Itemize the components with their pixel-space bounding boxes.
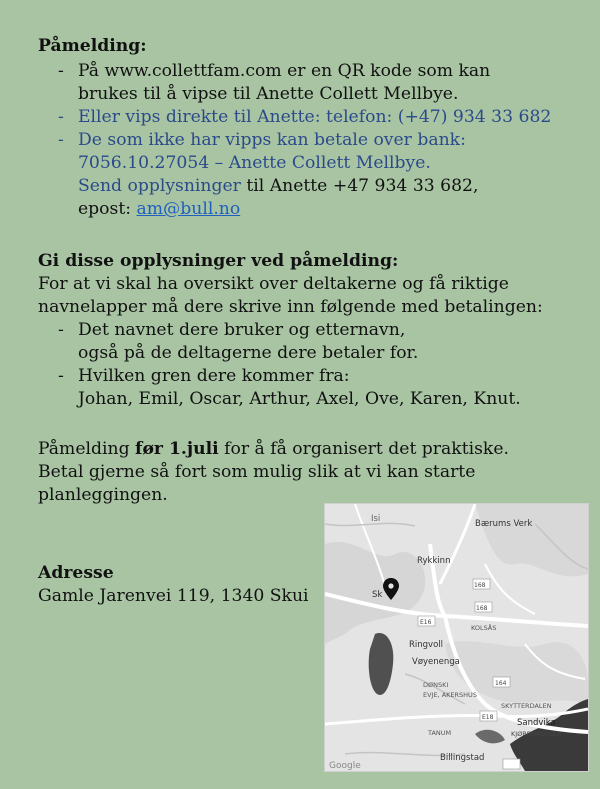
map-label-sandvika: Sandvika <box>517 718 556 728</box>
road-e16: E16 <box>420 619 432 626</box>
deadline-suffix: for å få organisert det praktiske. <box>218 439 509 459</box>
address-heading: Adresse <box>38 563 114 583</box>
deadline-line-2: Betal gjerne så fort som mulig slik at vi kan starte <box>38 462 476 482</box>
road-e18: E18 <box>482 714 494 721</box>
map-label-ringvoll: Ringvoll <box>409 640 444 650</box>
google-logo: Google <box>329 761 361 771</box>
map-label-kolsas: KOLSÅS <box>471 624 497 632</box>
registration-heading: Påmelding: <box>38 36 147 56</box>
road-168-b: 168 <box>476 605 488 612</box>
address-value: Gamle Jarenvei 119, 1340 Skui <box>38 586 309 606</box>
map-label-kjorbokollen: KJØRBOKOLLEN <box>511 730 562 738</box>
map-label-voyenenga: Vøyenenga <box>412 657 460 667</box>
send-info-line <box>78 175 478 198</box>
info-line-1: For at vi skal ha oversikt over deltakerne og få riktige <box>38 274 509 294</box>
list-dash: - <box>58 320 64 340</box>
map-label-tanum: TANUM <box>428 729 452 737</box>
name-info-line-1: Det navnet dere bruker og etternavn, <box>78 320 406 340</box>
map-label-rykkinn: Rykkinn <box>417 556 451 566</box>
email-prefix: epost: <box>78 199 137 219</box>
map-label-isi: Isi <box>371 514 381 524</box>
road-164: 164 <box>495 680 507 687</box>
email-line <box>78 198 240 221</box>
info-heading: Gi disse opplysninger ved påmelding: <box>38 251 399 271</box>
qr-info-line-2: brukes til å vipse til Anette Collett Mellbye. <box>78 84 459 104</box>
name-info-line-2: også på de deltagerne dere betaler for. <box>78 343 419 363</box>
map-label-baerums-verk: Bærums Verk <box>475 519 533 529</box>
deadline-line-3: planleggingen. <box>38 485 168 505</box>
map-label-donski: DØNSKI <box>423 681 449 689</box>
list-dash: - <box>58 107 64 127</box>
road-168-a: 168 <box>474 582 486 589</box>
map-label-billingstad: Billingstad <box>440 753 485 763</box>
qr-info-line-1: På www.collettfam.com er en QR kode som kan <box>78 61 491 81</box>
send-info-contact: til Anette +47 934 33 682, <box>240 176 479 196</box>
deadline-date: før 1.juli <box>135 439 219 459</box>
list-dash: - <box>58 130 64 150</box>
bank-account-line: 7056.10.27054 – Anette Collett Mellbye. <box>78 153 431 173</box>
map-label-sk: Sk <box>372 590 383 600</box>
email-link[interactable]: am@bull.no <box>136 199 241 219</box>
branch-names-line: Johan, Emil, Oscar, Arthur, Axel, Ove, Karen, Knut. <box>78 389 521 409</box>
branch-info-line-1: Hvilken gren dere kommer fra: <box>78 366 350 386</box>
deadline-line-1 <box>38 438 509 461</box>
info-line-2: navnelapper må dere skrive inn følgende med betalingen: <box>38 297 543 317</box>
bank-info-line-1: De som ikke har vipps kan betale over bank: <box>78 130 466 150</box>
deadline-prefix: Påmelding <box>38 439 136 459</box>
vipps-direct-line: Eller vips direkte til Anette: telefon: (+47) 934 33 682 <box>78 107 552 127</box>
map-label-evje: EVJE, AKERSHUS <box>423 691 477 699</box>
map-graphic <box>325 504 588 771</box>
list-dash: - <box>58 366 64 386</box>
list-dash: - <box>58 61 64 81</box>
send-info-label: Send opplysninger <box>78 176 241 196</box>
map-label-skytterdalen: SKYTTERDALEN <box>501 702 552 710</box>
location-map[interactable] <box>324 503 589 772</box>
